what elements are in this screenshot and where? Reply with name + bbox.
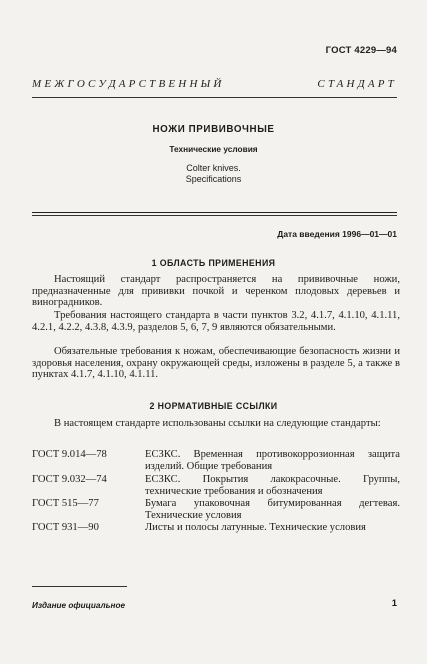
english-title — [0, 163, 427, 185]
section-2-intro: В настоящем стандарте использованы ссылки на следующие стандарты: — [54, 418, 381, 429]
section-1-paragraph-3: Обязательные требования к ножам, обеспечивающие безопасность жизни и здоровья населения, охрану окружающей среды, изложены в разделе 5, а также в пунктах 4.1.7, 4.1.10, 4.1.11. — [32, 346, 400, 381]
title-rule-thin — [32, 215, 397, 216]
title-rule-thick — [32, 212, 397, 213]
reference-description: ЕСЗКС. Временная противокоррозионная защита изделий. Общие требования — [145, 449, 400, 472]
reference-code: ГОСТ 515—77 — [32, 498, 99, 509]
english-title-line1: Colter knives. — [186, 163, 241, 173]
header-rule — [32, 97, 397, 98]
introduction-date: Дата введения 1996—01—01 — [277, 229, 397, 239]
document-number: ГОСТ 4229—94 — [325, 45, 397, 56]
reference-description: Листы и полосы латунные. Технические условия — [145, 522, 366, 533]
section-1-paragraph-2: Требования настоящего стандарта в части пунктов 3.2, 4.1.7, 4.1.10, 4.1.11, 4.2.1, 4.2.2, 4.3.8, 4.3.9, разделов 5, 6, 7, 9 являются обязательными. — [32, 310, 400, 333]
reference-code: ГОСТ 931—90 — [32, 522, 99, 533]
header-banner: МЕЖГОСУДАРСТВЕННЫЙ СТАНДАРТ — [32, 78, 397, 90]
reference-code: ГОСТ 9.032—74 — [32, 474, 107, 485]
standard-subtitle: Технические условия — [169, 144, 258, 154]
section-1-heading: 1 ОБЛАСТЬ ПРИМЕНЕНИЯ — [151, 258, 276, 268]
section-1-paragraph-1: Настоящий стандарт распространяется на прививочные ножи, предназначенные для прививки почкой и черенком плодовых деревьев и виноградников. — [32, 274, 400, 309]
standard-title: НОЖИ ПРИВИВОЧНЫЕ — [152, 124, 275, 135]
reference-description: ЕСЗКС. Покрытия лакокрасочные. Группы, технические требования и обозначения — [145, 474, 400, 497]
official-edition-note: Издание официальное — [32, 601, 125, 610]
reference-code: ГОСТ 9.014—78 — [32, 449, 107, 460]
reference-description: Бумага упаковочная битумированная дегтевая. Технические условия — [145, 498, 400, 521]
page-number: 1 — [391, 598, 397, 609]
section-2-heading: 2 НОРМАТИВНЫЕ ССЫЛКИ — [149, 401, 278, 411]
title-block — [0, 124, 427, 185]
footer-rule — [32, 586, 127, 587]
english-title-line2: Specifications — [185, 174, 242, 184]
